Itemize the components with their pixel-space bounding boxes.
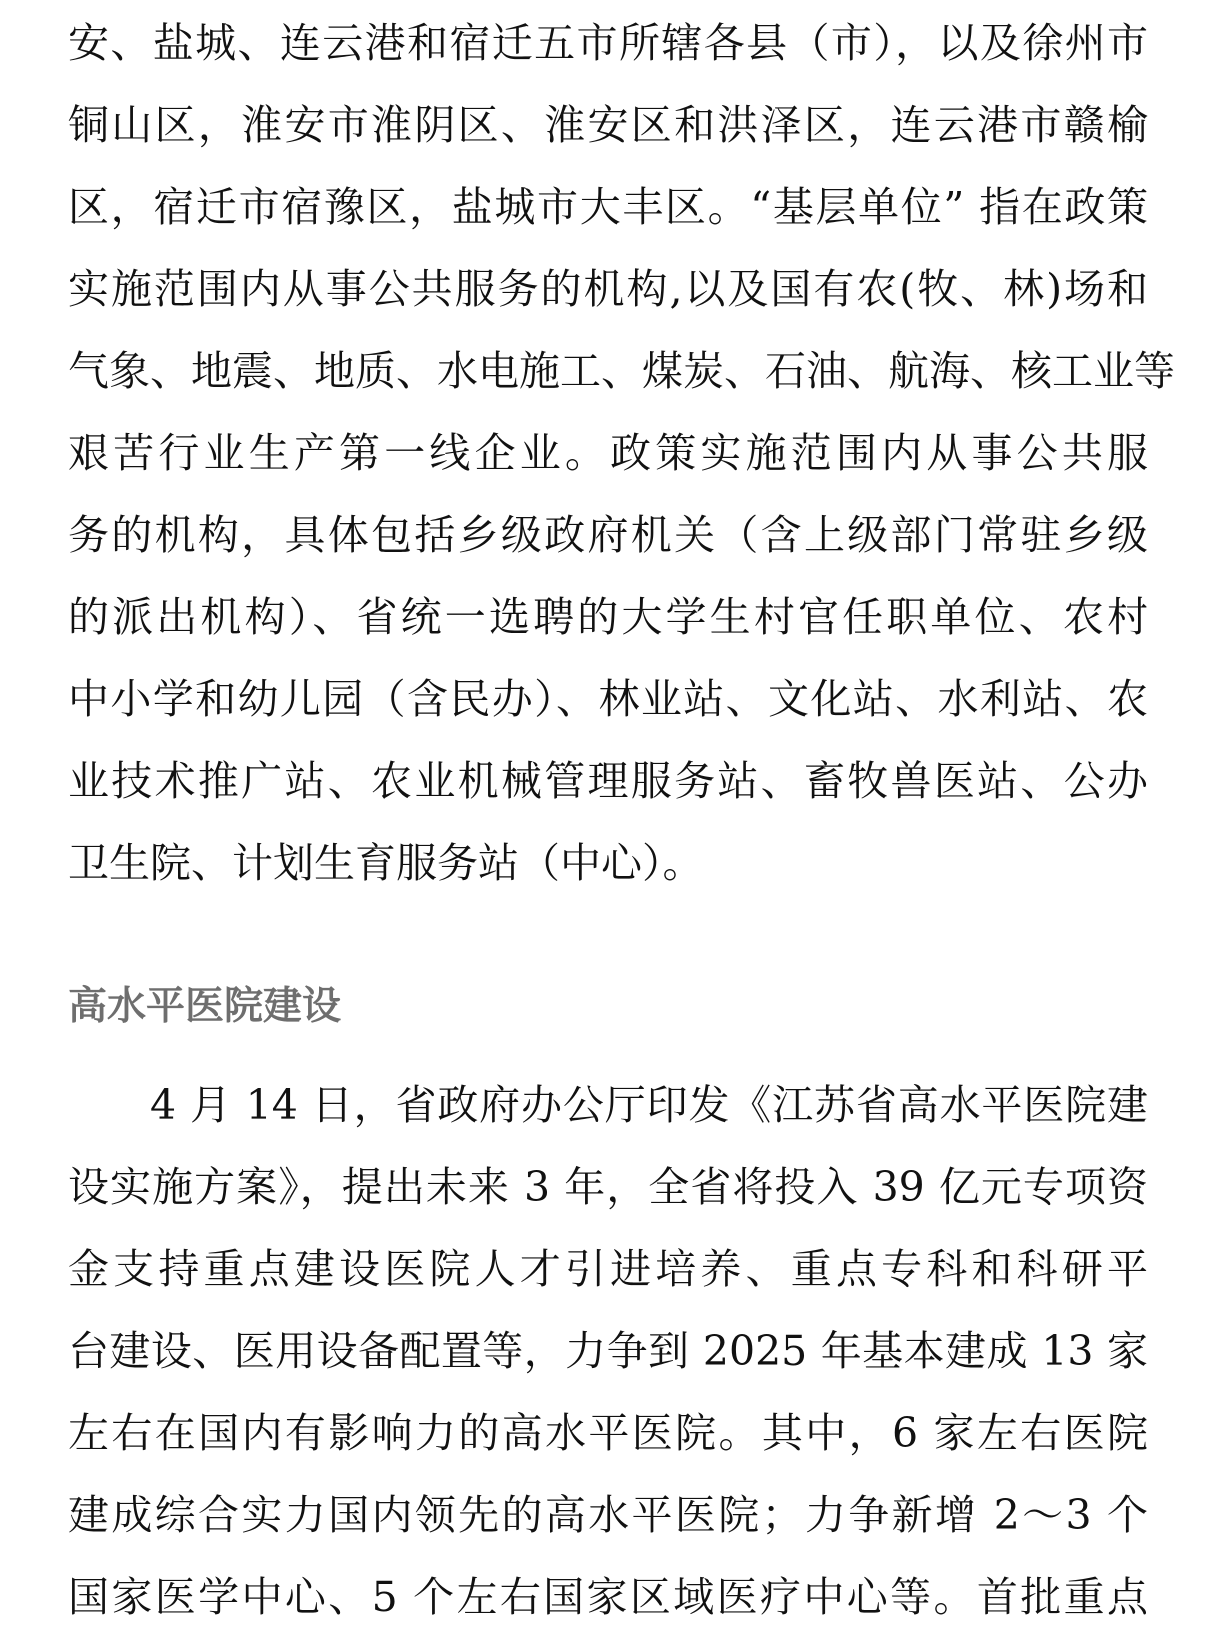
paragraph-line: 气象、地震、地质、水电施工、煤炭、石油、航海、核工业等: [68, 347, 1175, 395]
paragraph-line: 业技术推广站、农业机械管理服务站、畜牧兽医站、公办: [68, 757, 1148, 805]
paragraph-line: 区，宿迁市宿豫区，盐城市大丰区。“基层单位” 指在政策: [68, 183, 1148, 231]
paragraph-line: 艰苦行业生产第一线企业。政策实施范围内从事公共服: [68, 429, 1148, 477]
paragraph-line: 中小学和幼儿园（含民办）、林业站、文化站、水利站、农: [68, 675, 1148, 723]
paragraph-line: 卫生院、计划生育服务站（中心）。: [68, 839, 704, 887]
paragraph-line: 国家医学中心、5 个左右国家区域医疗中心等。首批重点: [68, 1573, 1148, 1621]
paragraph-line: 实施范围内从事公共服务的机构,以及国有农(牧、林)场和: [68, 265, 1148, 313]
paragraph-line: 铜山区，淮安市淮阴区、淮安区和洪泽区，连云港市赣榆: [68, 101, 1148, 149]
section-heading: 高水平医院建设: [68, 984, 342, 1029]
paragraph-line: 务的机构，具体包括乡级政府机关（含上级部门常驻乡级: [68, 511, 1148, 559]
paragraph-line: 的派出机构）、省统一选聘的大学生村官任职单位、农村: [68, 593, 1148, 641]
paragraph-line: 台建设、医用设备配置等，力争到 2025 年基本建成 13 家: [68, 1327, 1148, 1375]
paragraph-line: 左右在国内有影响力的高水平医院。其中，6 家左右医院: [68, 1409, 1148, 1457]
paragraph-line: 4 月 14 日，省政府办公厅印发《江苏省高水平医院建: [150, 1081, 1148, 1129]
paragraph-line: 建成综合实力国内领先的高水平医院；力争新增 2～3 个: [68, 1491, 1148, 1539]
paragraph-line: 设实施方案》，提出未来 3 年，全省将投入 39 亿元专项资: [68, 1163, 1148, 1211]
paragraph-line: 金支持重点建设医院人才引进培养、重点专科和科研平: [68, 1245, 1148, 1293]
paragraph-line: 安、盐城、连云港和宿迁五市所辖各县（市），以及徐州市: [68, 19, 1148, 67]
